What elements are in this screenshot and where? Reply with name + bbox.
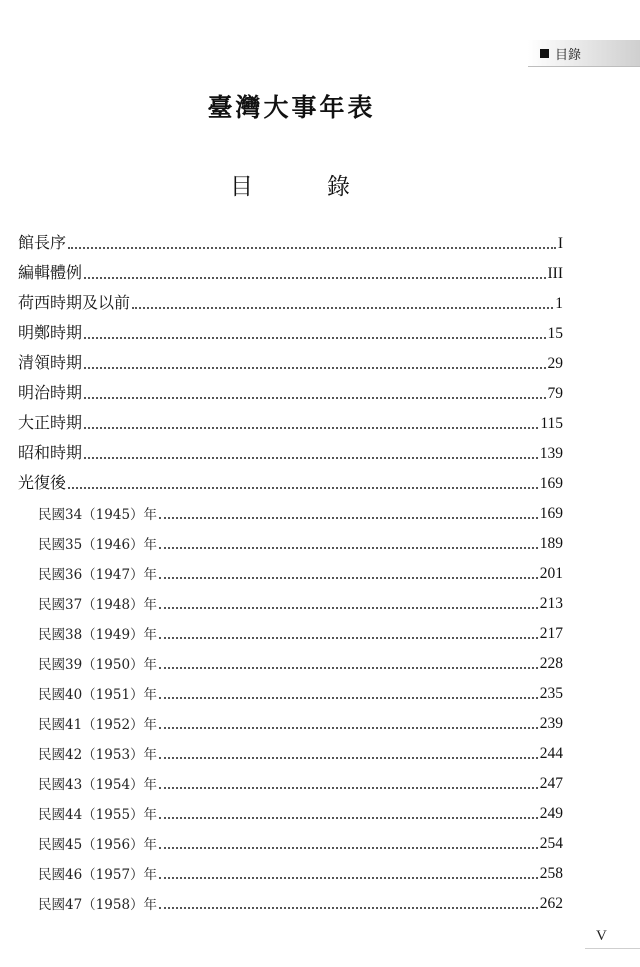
toc-subentry-page: 213 [539,595,563,612]
dot-leader [159,817,538,819]
toc-subentry-page: 249 [539,805,563,822]
toc-entry[interactable] [18,345,563,375]
toc-subentry-page: 169 [539,505,563,522]
dot-leader [159,547,538,549]
toc-subentry[interactable] [18,735,563,765]
header-rule [528,66,640,67]
dot-leader [84,457,538,459]
dot-leader [84,277,545,279]
toc-entry-label: 昭和時期 [18,443,83,462]
toc-entry-label: 荷西時期及以前 [18,293,131,312]
toc-heading [230,168,350,201]
toc-subentry-page: 262 [539,895,563,912]
toc-subentry-label: 民國40（1951）年 [38,687,158,703]
running-header [540,42,581,64]
toc-subentry-label: 民國39（1950）年 [38,657,158,673]
dot-leader [68,487,538,489]
toc-entry-page: III [547,265,563,282]
toc-entry-page: I [557,235,563,252]
toc-entry[interactable] [18,315,563,345]
square-bullet-icon [540,49,549,58]
dot-leader [159,757,538,759]
toc-entry[interactable] [18,255,563,285]
toc-subentry-page: 228 [539,655,563,672]
toc-subentry-page: 239 [539,715,563,732]
toc-entry-label: 明鄭時期 [18,323,83,342]
toc-entry[interactable] [18,285,563,315]
toc-subentry-page: 201 [539,565,563,582]
toc-entry[interactable] [18,225,563,255]
toc-subentry-page: 247 [539,775,563,792]
toc-subentry-label: 民國42（1953）年 [38,747,158,763]
toc-entry-page: 29 [547,355,563,372]
toc-subentry[interactable] [18,795,563,825]
table-of-contents [18,225,563,915]
footer-rule [585,948,640,949]
toc-subentry-label: 民國44（1955）年 [38,807,158,823]
dot-leader [84,337,545,339]
toc-subentry[interactable] [18,675,563,705]
toc-subentry[interactable] [18,495,563,525]
toc-entry[interactable] [18,465,563,495]
toc-subentry-label: 民國38（1949）年 [38,627,158,643]
toc-subentry-label: 民國36（1947）年 [38,567,158,583]
toc-subentry[interactable] [18,765,563,795]
toc-entry-page: 115 [540,415,563,432]
dot-leader [159,787,538,789]
running-header-label: 目錄 [555,47,582,63]
toc-subentry-label: 民國43（1954）年 [38,777,158,793]
toc-subentry-page: 217 [539,625,563,642]
toc-entry-label: 編輯體例 [18,263,83,282]
toc-heading-char-1: 目 [230,174,253,200]
dot-leader [159,697,538,699]
toc-entry-label: 館長序 [18,233,67,252]
toc-subentry-label: 民國47（1958）年 [38,897,158,913]
dot-leader [159,907,538,909]
dot-leader [68,247,556,249]
toc-subentry[interactable] [18,615,563,645]
toc-entry-page: 1 [555,295,563,312]
dot-leader [159,727,538,729]
toc-subentry-label: 民國34（1945）年 [38,507,158,523]
toc-subentry[interactable] [18,825,563,855]
toc-entry-label: 大正時期 [18,413,83,432]
dot-leader [159,667,538,669]
dot-leader [159,517,538,519]
toc-entry-page: 79 [547,385,563,402]
dot-leader [84,397,545,399]
dot-leader [132,307,553,309]
toc-subentry[interactable] [18,705,563,735]
dot-leader [159,847,538,849]
book-title: 臺灣大事年表 [207,93,376,122]
toc-subentry-label: 民國46（1957）年 [38,867,158,883]
toc-subentry[interactable] [18,525,563,555]
toc-subentry-page: 235 [539,685,563,702]
toc-subentry-label: 民國45（1956）年 [38,837,158,853]
dot-leader [159,607,538,609]
toc-entry[interactable] [18,435,563,465]
toc-subentry[interactable] [18,885,563,915]
page-number: V [596,928,607,944]
toc-entry-page: 139 [539,445,563,462]
toc-subentry-page: 189 [539,535,563,552]
toc-subentry-label: 民國37（1948）年 [38,597,158,613]
toc-entry-label: 光復後 [18,473,67,492]
toc-subentry-page: 244 [539,745,563,762]
toc-subentry-label: 民國35（1946）年 [38,537,158,553]
toc-subentry[interactable] [18,555,563,585]
toc-entry-page: 169 [539,475,563,492]
dot-leader [84,427,538,429]
toc-subentry-page: 254 [539,835,563,852]
toc-entry-page: 15 [547,325,563,342]
toc-entry[interactable] [18,405,563,435]
toc-entry[interactable] [18,375,563,405]
dot-leader [84,367,545,369]
toc-subentry[interactable] [18,645,563,675]
toc-subentry-label: 民國41（1952）年 [38,717,158,733]
toc-subentry-page: 258 [539,865,563,882]
toc-entry-label: 清領時期 [18,353,83,372]
dot-leader [159,637,538,639]
toc-subentry[interactable] [18,855,563,885]
toc-entry-label: 明治時期 [18,383,83,402]
toc-subentry[interactable] [18,585,563,615]
dot-leader [159,877,538,879]
toc-heading-char-2: 錄 [327,174,350,200]
dot-leader [159,577,538,579]
